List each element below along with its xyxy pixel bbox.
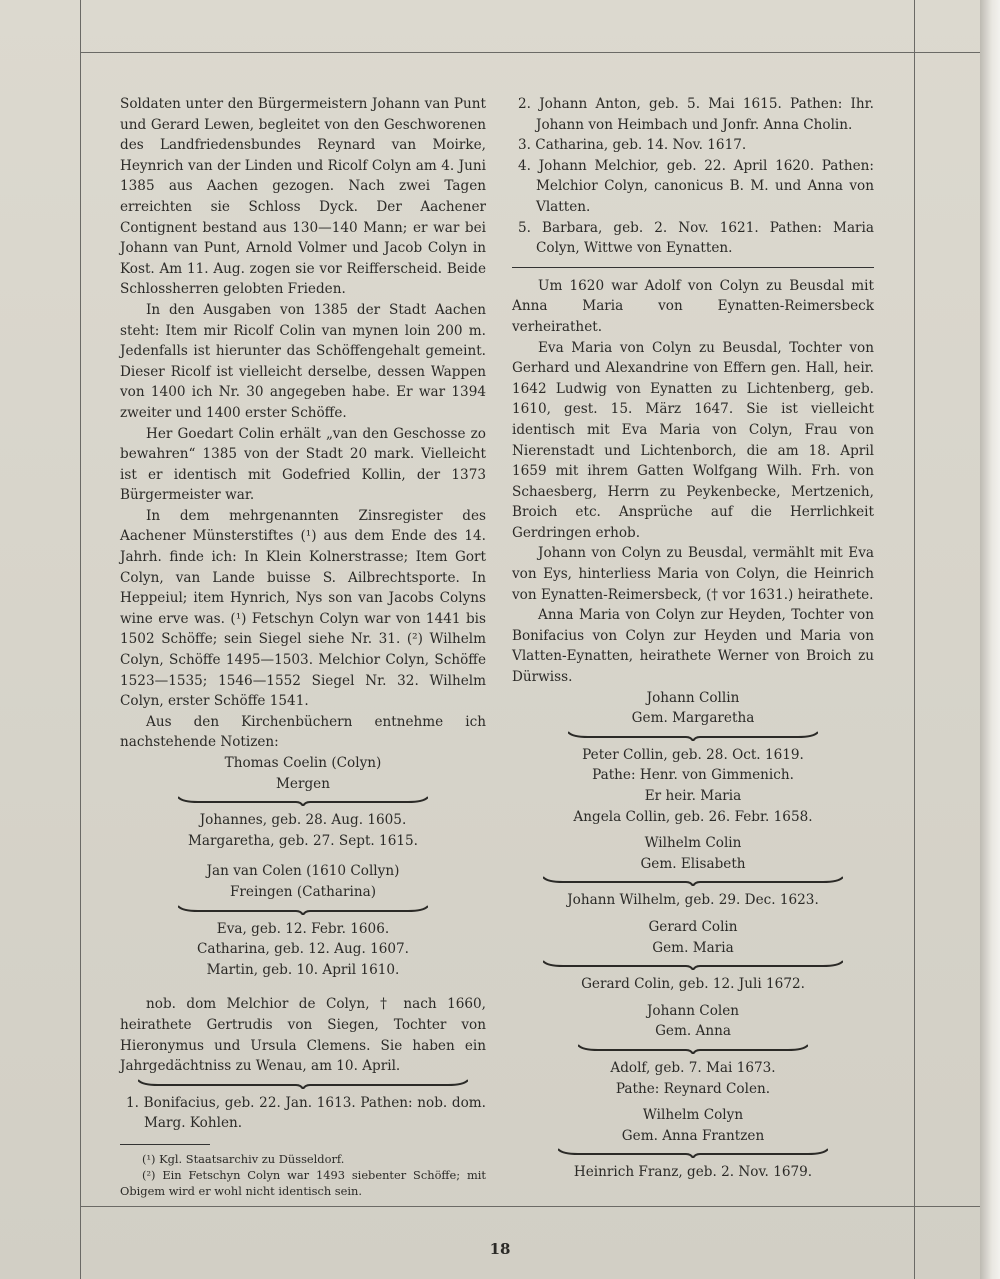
child-entry: 2. Johann Anton, geb. 5. Mai 1615. Pathen: Ihr. Johann von Heimbach und Jonfr. Anna Cholin. [518,96,874,133]
paragraph: Her Goedart Colin erhält „van den Geschosse zo bewahren“ 1385 von der Stadt 20 mark. Vielleicht ist er identisch mit Godefried Kollin, der 1373 Bürgermeister war. [120,425,486,504]
parent-line: Gem. Maria [652,939,734,956]
child-line: Gerard Colin, geb. 12. Juli 1672. [581,976,805,993]
parent-line: Gem. Elisabeth [640,855,746,872]
left-column [120,94,486,1199]
child-line: Johannes, geb. 28. Aug. 1605. [199,812,407,829]
paragraph: Johann von Colyn zu Beusdal, vermählt mit Eva von Eys, hinterliess Maria von Colyn, die Heinrich von Eynatten-Reimersbeck, († vor 1631.) heirathete. [512,545,874,603]
margin-line-top [80,52,1000,53]
brace-divider [120,1079,486,1089]
child-entry: 3. Catharina, geb. 14. Nov. 1617. [518,137,747,154]
parent-line: Wilhelm Colin [644,835,742,852]
parent-line: Wilhelm Colyn [642,1107,744,1124]
child-line: Pathe: Henr. von Gimmenich. [592,767,794,784]
right-column [512,94,874,1183]
parent-line: Johann Colen [646,1002,740,1019]
paragraph: nob. dom Melchior de Colyn, † nach 1660, heirathete Gertrudis von Siegen, Tochter von Hieronymus und Ursula Clemens. Sie haben ein Jahrgedächtniss zu Wenau, am 10. April. [120,996,486,1075]
paragraph: In den Ausgaben von 1385 der Stadt Aachen steht: Item mir Ricolf Colin van mynen loin 200 m. Jedenfalls ist hierunter das Schöffengehalt gemeint. Dieser Ricolf ist vielleicht derselbe, dessen Wappen von 1400 ich Nr. 30 angegeben habe. Er war 1394 zweiter und 1400 erster Schöffe. [120,301,486,421]
parent-line: Mergen [276,775,330,792]
brace-divider [512,876,874,886]
family-entry [120,753,486,851]
page-edge [980,0,1000,1279]
child-line: Peter Collin, geb. 28. Oct. 1619. [582,746,804,763]
paragraph: Soldaten unter den Bürgermeistern Johann van Punt und Gerard Lewen, begleitet von den Geschworenen des Landfriedensbundes Reynard van Moirke, Heynrich van der Linden und Ricolf Colyn am 4. Juni 1385 aus Aachen gezogen. Nach zwei Tagen erreichten sie Schloss Dyck. Der Aachener Contignent bestand aus 130—140 Mann; er war bei Johann van Punt, Arnold Volmer und Jacob Colyn in Kost. Am 11. Aug. zogen sie vor Reifferscheid. Beide Schlossherren gelobten Frieden. [120,96,486,298]
margin-line-right [914,0,915,1279]
child-entry: 4. Johann Melchior, geb. 22. April 1620. Pathen: Melchior Colyn, canonicus B. M. und Anna von Vlatten. [518,157,874,215]
child-line: Heinrich Franz, geb. 2. Nov. 1679. [573,1164,813,1181]
child-line: Johann Wilhelm, geb. 29. Dec. 1623. [567,892,819,909]
parent-line: Gem. Anna [655,1023,731,1040]
child-line: Adolf, geb. 7. Mai 1673. [610,1059,776,1076]
parent-line: Johann Collin [646,689,740,706]
parent-line: Gem. Margaretha [631,710,755,727]
page-number: 18 [489,1240,511,1258]
paragraph: Eva Maria von Colyn zu Beusdal, Tochter von Gerhard und Alexandrine von Effern gen. Hall, heir. 1642 Ludwig von Eynatten zu Lichtenberg, geb. 1610, gest. 15. März 1647. Sie ist vielleicht identisch mit Eva Maria von Colyn, Frau von Nierenstadt und Lichtenborch, die am 18. April 1659 mit ihrem Gatten Wolfgang Wilh. Frh. von Schaesberg, Herrn zu Peykenbecke, Mertzenich, Broich etc. Ansprüche auf die Herrlichkeit Gerdringen erhob. [512,339,874,541]
brace-divider [512,960,874,970]
paragraph: Anna Maria von Colyn zur Heyden, Tochter von Bonifacius von Colyn zur Heyden und Maria von Vlatten-Eynatten, heirathete Werner von Broich zu Dürwiss. [512,607,874,686]
parent-line: Freingen (Catharina) [229,883,377,900]
brace-divider [512,1148,874,1158]
parent-line: Gerard Colin [648,918,738,935]
family-entry [120,861,486,980]
paragraph: In dem mehrgenannten Zinsregister des Aachener Münsterstiftes (¹) aus dem Ende des 14. Jahrh. finde ich: In Klein Kolnerstrasse; Item Gort Colyn, van Lande buisse S. Ailbrechtsporte. In Heppeiul; item Hynrich, Nys son van Jacobs Colyns wine erve was. (¹) Fetschyn Colyn war von 1441 bis 1502 Schöffe; sein Siegel siehe Nr. 31. (²) Wilhelm Colyn, Schöffe 1495—1503. Melchior Colyn, Schöffe 1523—1535; 1546—1552 Siegel Nr. 32. Wilhelm Colyn, erster Schöffe 1541. [120,507,486,710]
child-line: Eva, geb. 12. Febr. 1606. [216,920,390,937]
brace-divider [512,1044,874,1054]
child-line: Martin, geb. 10. April 1610. [206,961,400,978]
brace-divider [512,731,874,741]
child-line: Catharina, geb. 12. Aug. 1607. [196,941,410,958]
footnotes [120,1151,486,1199]
family-entry [512,1001,874,1099]
child-line: Angela Collin, geb. 26. Febr. 1658. [573,808,813,825]
child-entry: 1. Bonifacius, geb. 22. Jan. 1613. Pathen: nob. dom. Marg. Kohlen. [126,1094,486,1132]
child-line: Margaretha, geb. 27. Sept. 1615. [188,832,418,849]
family-entry [512,917,874,995]
footnote-rule [120,1144,210,1145]
margin-line-left [80,0,81,1279]
paragraph: Aus den Kirchenbüchern entnehme ich nachstehende Notizen: [120,713,486,751]
margin-line-bottom [80,1206,1000,1207]
brace-divider [120,905,486,915]
brace-divider [120,796,486,806]
family-entry [512,1105,874,1183]
parent-line: Gem. Anna Frantzen [621,1127,765,1144]
parent-line: Jan van Colen (1610 Collyn) [206,863,400,880]
section-rule [512,267,874,268]
family-entry [512,688,874,828]
child-line: Pathe: Reynard Colen. [615,1080,771,1097]
child-entry: 5. Barbara, geb. 2. Nov. 1621. Pathen: Maria Colyn, Wittwe von Eynatten. [518,219,874,257]
footnote: (¹) Kgl. Staatsarchiv zu Düsseldorf. [142,1151,345,1166]
paragraph: Um 1620 war Adolf von Colyn zu Beusdal mit Anna Maria von Eynatten-Reimersbeck verheirathet. [512,277,874,335]
parent-line: Thomas Coelin (Colyn) [224,755,382,771]
footnote: (²) Ein Fetschyn Colyn war 1493 siebenter Schöffe; mit Obigem wird er wohl nicht identisch sein. [120,1167,486,1198]
family-entry [512,833,874,911]
child-line: Er heir. Maria [644,788,742,804]
